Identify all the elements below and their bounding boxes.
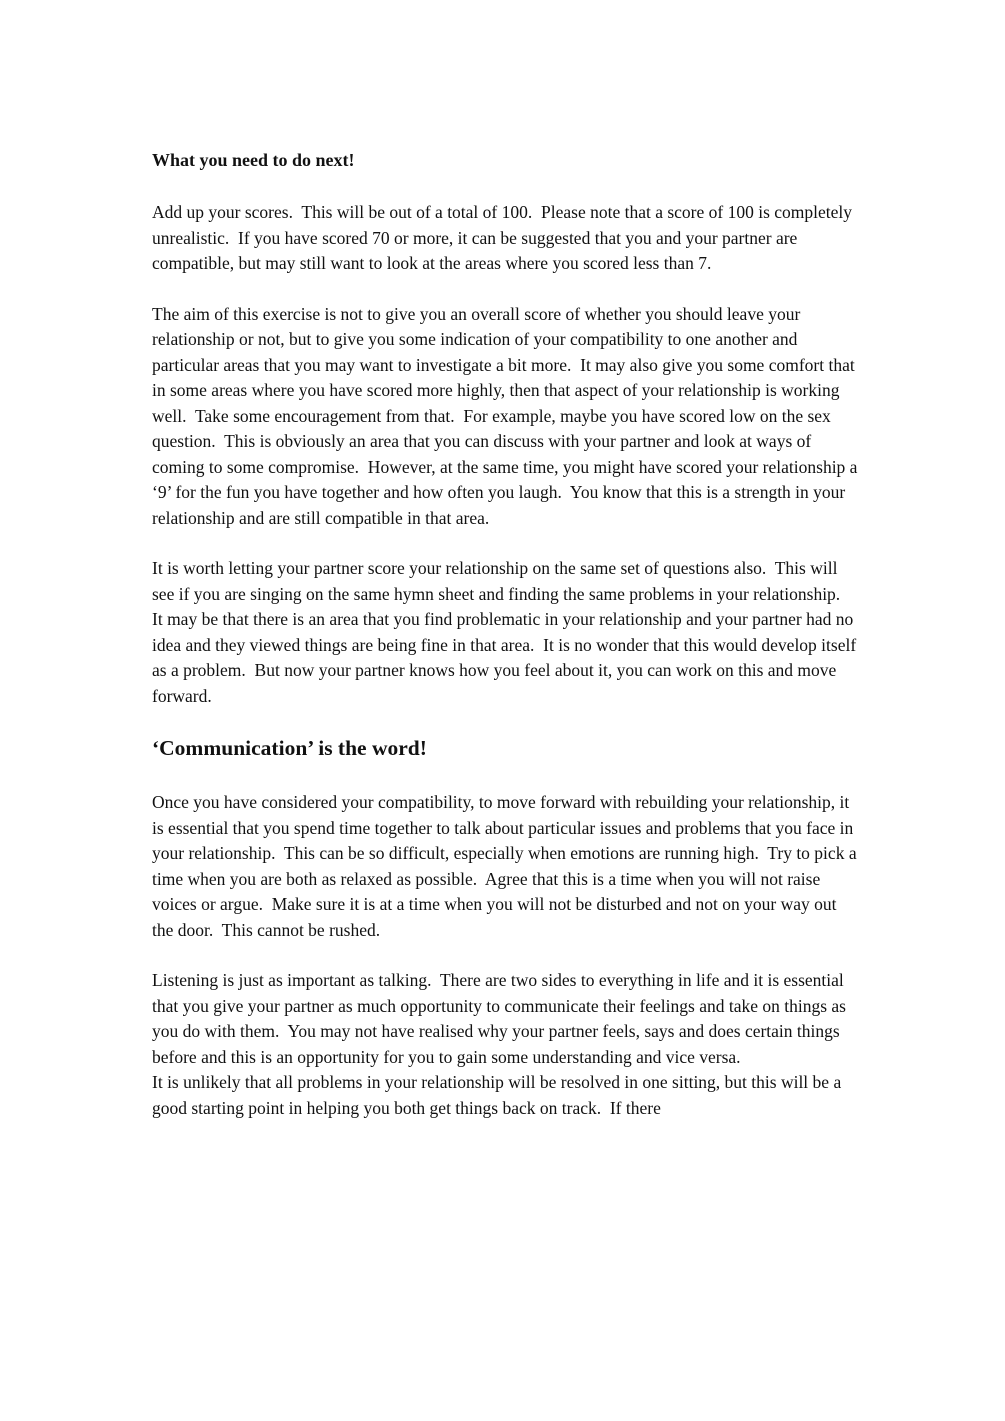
page-content: [152, 148, 862, 1121]
section-heading-communication: ‘Communication’ is the word!: [152, 736, 427, 760]
paragraph-considered-compatibility: Once you have considered your compatibility, to move forward with rebuilding your relationship, it is essential that you spend time together to talk about particular issues and problems that you face in your relationship. This can be so difficult, especially when emotions are running high. Try to pick a time when you are both as relaxed as possible. Agree that this is a time when you will not raise voices or argue. Make sure it is at a time when you will not be disturbed and not on your way out the door. This cannot be rushed.: [152, 792, 861, 940]
paragraph-unlikely-one-sitting: It is unlikely that all problems in your relationship will be resolved in one sitting, but this will be a good starting point in helping you both get things back on track. If there: [152, 1072, 846, 1118]
paragraph-partner-score: It is worth letting your partner score your relationship on the same set of questions also. This will see if you are singing on the same hymn sheet and finding the same problems in your relationship. It may be that there is an area that you find problematic in your relationship and your partner had no idea and they viewed things are being fine in that area. It is no wonder that this would develop itself as a problem. But now your partner knows how you feel about it, you can work on this and move forward.: [152, 558, 861, 706]
paragraph-add-up-scores: Add up your scores. This will be out of a total of 100. Please note that a score of 100 is completely unrealistic. If you have scored 70 or more, it can be suggested that you and your partner are compatible, but may still want to look at the areas where you scored less than 7.: [152, 202, 857, 273]
section-heading-what-to-do-next: What you need to do next!: [152, 150, 355, 170]
paragraph-aim-of-exercise: The aim of this exercise is not to give you an overall score of whether you should leave your relationship or not, but to give you some indication of your compatibility to one another and particular areas that you may want to investigate a bit more. It may also give you some comfort that in some areas where you have scored more highly, then that aspect of your relationship is working well. Take some encouragement from that. For example, maybe you have scored low on the sex question. This is obviously an area that you can discuss with your partner and look at ways of coming to some compromise. However, at the same time, you might have scored your relationship a ‘9’ for the fun you have together and how often you laugh. You know that this is a strength in your relationship and are still compatible in that area.: [152, 303, 862, 528]
paragraph-listening: Listening is just as important as talking. There are two sides to everything in life and it is essential that you give your partner as much opportunity to communicate their feelings and take on things as you do with them. You may not have realised why your partner feels, says and does certain things before and this is an opportunity for you to gain some understanding and vice versa.: [152, 970, 851, 1067]
